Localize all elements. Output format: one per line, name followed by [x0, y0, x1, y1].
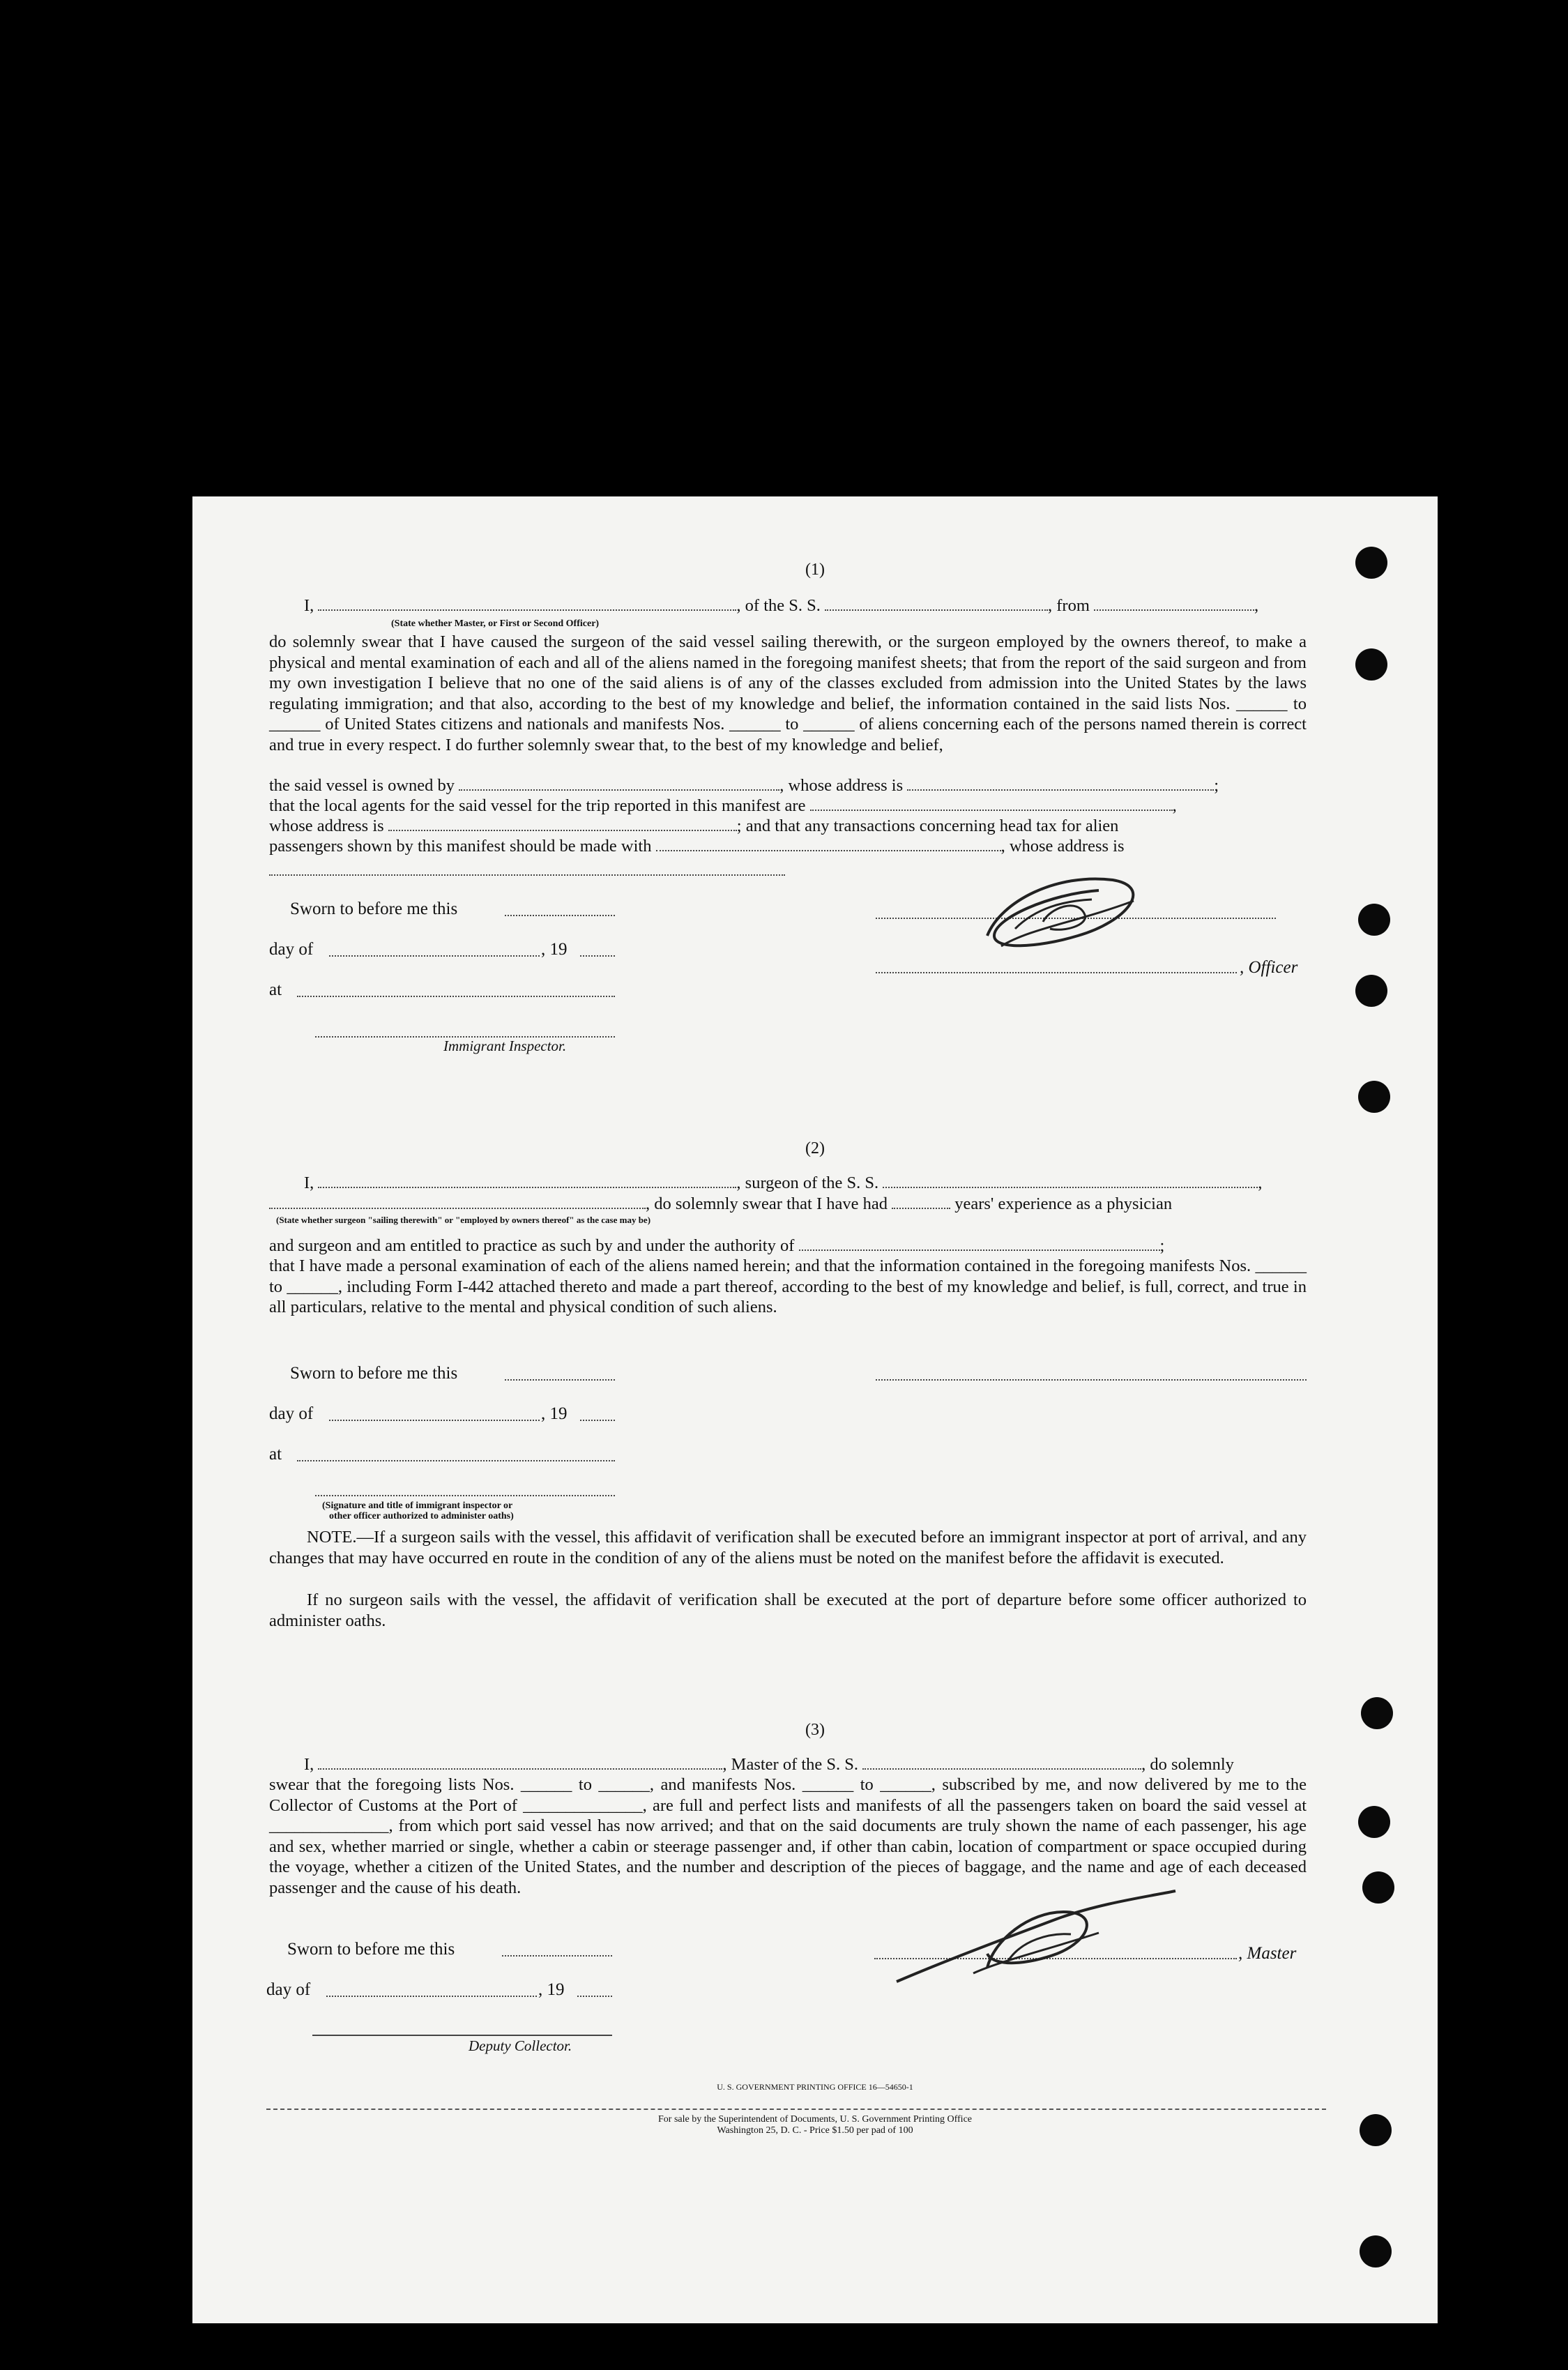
day-of-label: day of — [269, 1404, 314, 1423]
authority-label: and surgeon and am entitled to practice as such by and under the authority of — [269, 1236, 795, 1255]
section1-first-line: I, , of the S. S. , from , — [304, 596, 1259, 615]
at-label: at — [269, 1445, 282, 1464]
i-label: I, — [304, 1755, 314, 1774]
head-tax-label: ; and that any transactions concerning head tax for alien — [736, 816, 1119, 835]
at-field[interactable] — [297, 1459, 615, 1461]
head-tax-contact-field[interactable] — [656, 837, 1001, 851]
note-1 — [269, 1527, 1307, 1568]
surgeon-label: , surgeon of the S. S. — [736, 1173, 879, 1192]
section1-body: do solemnly swear that I have caused the surgeon of the said vessel sailing therewith, or the surgeon employed by the owners thereof, to make a physical and mental examination of each and all of the aliens named in the foregoing manifest sheets; that from the report of the said surgeon and from my own investigation I believe that no one of the said aliens is of any of the classes excluded from admission into the United States by the laws regulating immigration; and that also, according to the best of my knowledge and belief, the information contained in the said lists Nos. ______ to ______ of United States citizens and nationals and manifests Nos. ______ to ______ of aliens concerning each of the persons named therein is correct and true in every respect. I do further solemnly swear that, to the best of my knowledge and belief, — [269, 632, 1307, 754]
passengers-label: passengers shown by this manifest should be made with — [269, 837, 652, 856]
at-label: at — [269, 980, 282, 999]
sale-notice-2: Washington 25, D. C. - Price $1.50 per pad of 100 — [717, 2125, 913, 2136]
punch-hole — [1360, 2235, 1392, 2268]
sig-hint-1: (Signature and title of immigrant inspector or — [322, 1501, 513, 1511]
officer-signature — [973, 859, 1155, 957]
sworn-date-field[interactable] — [505, 1378, 615, 1381]
i-label: I, — [304, 596, 314, 615]
officer-label: , Officer — [1240, 958, 1298, 977]
master-name-field[interactable] — [318, 1756, 722, 1770]
surgeon-vessel-field[interactable] — [883, 1174, 1258, 1188]
master-label: , Master of the S. S. — [722, 1755, 859, 1774]
whose-address-label-3: , whose address is — [1000, 837, 1125, 856]
master-vessel-field[interactable] — [862, 1756, 1141, 1770]
officer-name-field[interactable] — [318, 597, 736, 611]
year-field[interactable] — [577, 1994, 612, 1997]
whose-address-label: , whose address is — [779, 776, 904, 795]
day-of-field[interactable] — [329, 1418, 540, 1421]
sworn-date-field[interactable] — [502, 1954, 612, 1957]
punch-hole — [1362, 1871, 1394, 1904]
contact-address-field[interactable] — [269, 873, 785, 876]
sworn-date-field[interactable] — [505, 913, 615, 916]
from-port-field[interactable] — [1094, 597, 1254, 611]
surgeon-hint: (State whether surgeon "sailing therewith" or "employed by owners thereof" as the case may be) — [276, 1215, 651, 1225]
footer-rule — [266, 2109, 1326, 2110]
affidavit-sheet — [192, 496, 1438, 2323]
year-label: , 19 — [541, 1404, 568, 1423]
vessel-name-field[interactable] — [825, 597, 1048, 611]
year-label: , 19 — [538, 1980, 565, 1999]
punch-hole — [1355, 648, 1387, 681]
section3-body: swear that the foregoing lists Nos. ______ to ______, and manifests Nos. ______ to ______, subscribed by me, and now delivered by me to the Collector of Customs at the Port of ______________, are full and perfect lists and manifests of all the passengers taken on board the said vessel at ______________, from which port said vessel has now arrived; and that on the said documents are truly shown the name of each passenger, his age and sex, whether married or single, whether a cabin or steerage passenger and, if other than cabin, location of compartment or space occupied during the voyage, whether a citizen of the United States, and the number and description of the pieces of baggage, and the name and age of each deceased passenger and the cause of his death. — [269, 1775, 1307, 1897]
punch-hole — [1358, 1081, 1390, 1113]
year-field[interactable] — [580, 1418, 615, 1421]
passengers-row — [269, 836, 1307, 856]
surgeon-swear-row — [269, 1194, 1307, 1214]
master-row — [269, 1754, 1307, 1775]
agents-row: that the local agents for the said vessel for the trip reported in this manifest are , — [269, 796, 1177, 815]
section-number: (1) — [805, 561, 825, 579]
solemnly-label: , do solemnly — [1141, 1755, 1234, 1774]
master-signature — [890, 1884, 1182, 1989]
surgeon-row: I, , surgeon of the S. S. , — [304, 1173, 1263, 1192]
swear-label: , do solemnly swear that I have had — [646, 1194, 888, 1213]
agents-field[interactable] — [810, 797, 1173, 811]
authorized-signature-field[interactable] — [315, 1494, 615, 1496]
surgeon-signature-field[interactable] — [876, 1378, 1307, 1381]
master-title-label: , Master — [1238, 1944, 1297, 1963]
whose-address-label-2: whose address is — [269, 816, 384, 835]
officer-signature-line-2[interactable] — [876, 971, 1237, 973]
day-of-field[interactable] — [326, 1994, 537, 1997]
section-number: (2) — [805, 1139, 825, 1157]
section2-body: that I have made a personal examination of each of the aliens named herein; and that the information contained in the foregoing manifests Nos. ______ to ______, including Form I-442 attached thereto and made a part thereof, according to the best of my knowledge and belief, is full, correct, and true in all particulars, relative to the mental and physical condition of such aliens. — [269, 1256, 1307, 1316]
surgeon-name-field[interactable] — [318, 1174, 736, 1188]
deputy-label: Deputy Collector. — [469, 2037, 572, 2054]
sworn-label: Sworn to before me this — [290, 899, 458, 918]
sworn-label: Sworn to before me this — [290, 1364, 458, 1383]
year-label: , 19 — [541, 940, 568, 959]
gpo-code: U. S. GOVERNMENT PRINTING OFFICE 16—54650-1 — [717, 2082, 913, 2092]
deputy-signature-field[interactable] — [312, 2035, 612, 2036]
day-of-label: day of — [266, 1980, 311, 1999]
agents-label: that the local agents for the said vessel for the trip reported in this manifest are — [269, 796, 806, 815]
punch-hole — [1358, 904, 1390, 936]
authority-row: and surgeon and am entitled to practice as such by and under the authority of ; — [269, 1236, 1165, 1255]
note-2-text: If no surgeon sails with the vessel, the affidavit of verification shall be executed at the port of departure before some officer authorized to administer oaths. — [269, 1590, 1307, 1630]
owner-field[interactable] — [459, 777, 779, 791]
years-label: years' experience as a physician — [954, 1194, 1173, 1213]
owned-row: the said vessel is owned by , whose address is ; — [269, 776, 1219, 795]
i-label: I, — [304, 1173, 314, 1192]
year-field[interactable] — [580, 954, 615, 957]
punch-hole — [1358, 1806, 1390, 1838]
day-of-field[interactable] — [329, 954, 540, 957]
agent-address-row — [269, 816, 1307, 836]
inspector-label: Immigrant Inspector. — [443, 1038, 567, 1054]
note-2 — [269, 1590, 1307, 1631]
surgeon-status-field[interactable] — [269, 1195, 646, 1209]
sig-hint-2: other officer authorized to administer oaths) — [329, 1511, 514, 1521]
owner-address-field[interactable] — [907, 777, 1214, 791]
agent-address-field[interactable] — [388, 817, 737, 831]
vessel-label: , of the S. S. — [736, 596, 821, 615]
from-label: , from — [1048, 596, 1090, 615]
authority-field[interactable] — [799, 1237, 1160, 1251]
note-1-text: NOTE.—If a surgeon sails with the vessel, this affidavit of verification shall be executed before an immigrant inspector at port of arrival, and any changes that may have occurred en route in the condition of any of the aliens must be noted on the manifest before the affidavit is executed. — [269, 1528, 1307, 1567]
section-number: (3) — [805, 1721, 825, 1739]
years-field[interactable] — [892, 1195, 950, 1209]
officer-hint: (State whether Master, or First or Second Officer) — [391, 618, 600, 629]
sale-notice-1: For sale by the Superintendent of Documents, U. S. Government Printing Office — [658, 2114, 972, 2125]
punch-hole — [1355, 975, 1387, 1007]
day-of-label: day of — [269, 940, 314, 959]
at-field[interactable] — [297, 994, 615, 997]
owned-label: the said vessel is owned by — [269, 776, 455, 795]
sworn-label: Sworn to before me this — [287, 1940, 455, 1959]
